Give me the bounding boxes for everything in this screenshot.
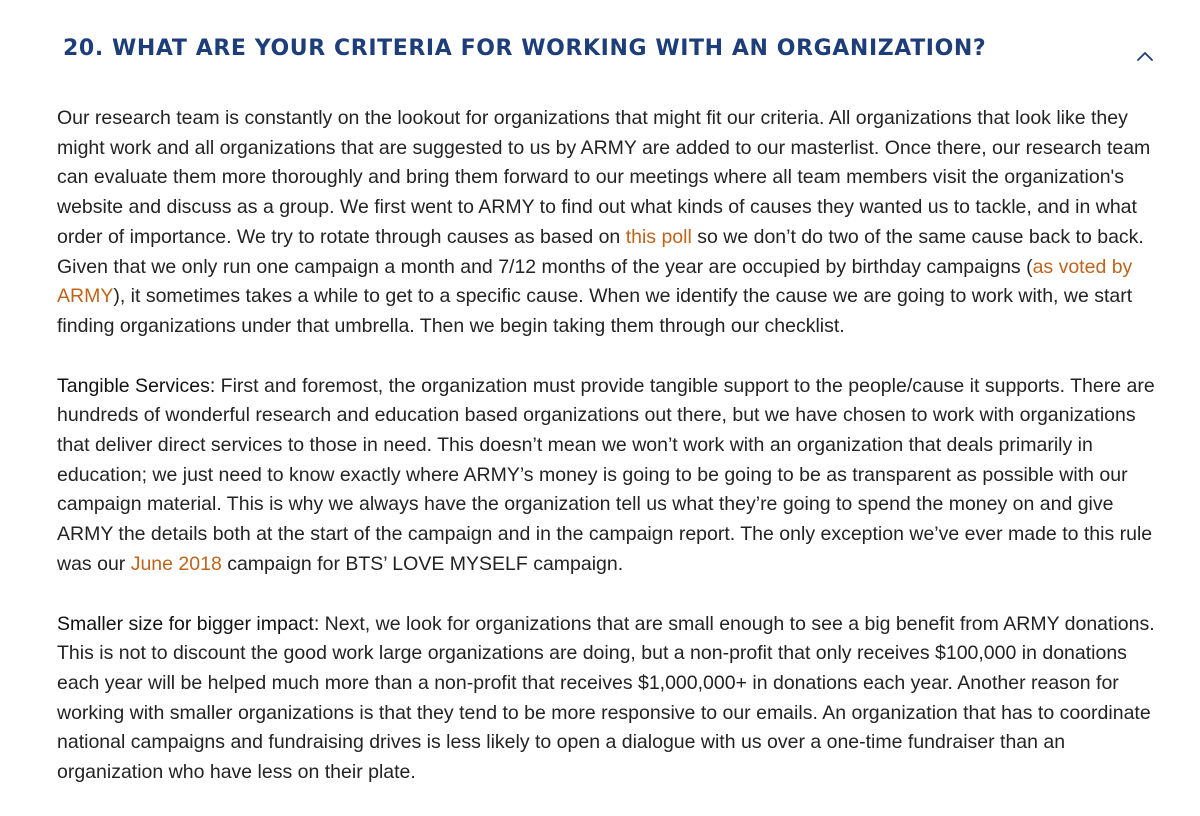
this-poll-link[interactable]: this poll bbox=[625, 225, 692, 248]
chevron-up-icon[interactable] bbox=[1136, 50, 1154, 62]
faq-question-title[interactable]: 20. WHAT ARE YOUR CRITERIA FOR WORKING WITH AN ORGANIZATION? bbox=[63, 36, 987, 61]
tangible-services-text-2: campaign for BTS’ LOVE MYSELF campaign. bbox=[221, 552, 624, 575]
faq-answer bbox=[57, 104, 1167, 816]
tangible-services-term: Tangible Services: bbox=[57, 374, 216, 397]
faq-question-header[interactable] bbox=[0, 0, 1200, 100]
intro-text-2: so we don’t do two of the same cause back to back. Given that we only run one campaign a month and 7/12 months of the year are occupied by birthday campaigns ( bbox=[57, 225, 1144, 278]
june-2018-link[interactable]: June 2018 bbox=[130, 552, 222, 575]
intro-text-3: ), it sometimes takes a while to get to a specific cause. When we identify the cause we are going to work with, we start finding organizations under that umbrella. Then we begin taking them through our checklist. bbox=[57, 285, 1133, 337]
answer-paragraph-smaller-size bbox=[57, 610, 1167, 788]
answer-paragraph-intro bbox=[57, 104, 1167, 342]
smaller-size-term: Smaller size for bigger impact: bbox=[57, 612, 320, 635]
smaller-size-text: Next, we look for organizations that are small enough to see a big benefit from ARMY donations. This is not to discount the good work large organizations are doing, but a non-profit that only receives $100,000 in donations each year will be helped much more than a non-profit that receives $1,000,000+ in donations each year. Another reason for working with smaller organizations is that they tend to be more responsive to our emails. An organization that has to coordinate national campaigns and fundraising drives is less likely to open a dialogue with us over a one-time fundraiser than an organization who have less on their plate. bbox=[57, 612, 1155, 784]
tangible-services-text-1: First and foremost, the organization must provide tangible support to the people/cause it supports. There are hundreds of wonderful research and education based organizations out there, but we have chosen to work with organizations that deliver direct services to those in need. This doesn’t mean we won’t work with an organization that deals primarily in education; we just need to know exactly where ARMY’s money is going to be going to be as transparent as possible with our campaign material. This is why we always have the organization tell us what they’re going to spend the money on and give ARMY the details both at the start of the campaign and in the campaign report. The only exception we’ve ever made to this rule was our bbox=[57, 374, 1155, 575]
answer-paragraph-tangible-services bbox=[57, 372, 1167, 580]
intro-text-1: Our research team is constantly on the lookout for organizations that might fit our criteria. All organizations that look like they might work and all organizations that are suggested to us by ARMY are added to our masterlist. Once there, our research team can evaluate them more thoroughly and bring them forward to our meetings where all team members visit the organization's website and discuss as a group. We first went to ARMY to find out what kinds of causes they wanted us to tackle, and in what order of importance. We try to rotate through causes as based on bbox=[57, 107, 1151, 248]
as-voted-by-army-link[interactable]: as voted by ARMY bbox=[57, 255, 1133, 308]
